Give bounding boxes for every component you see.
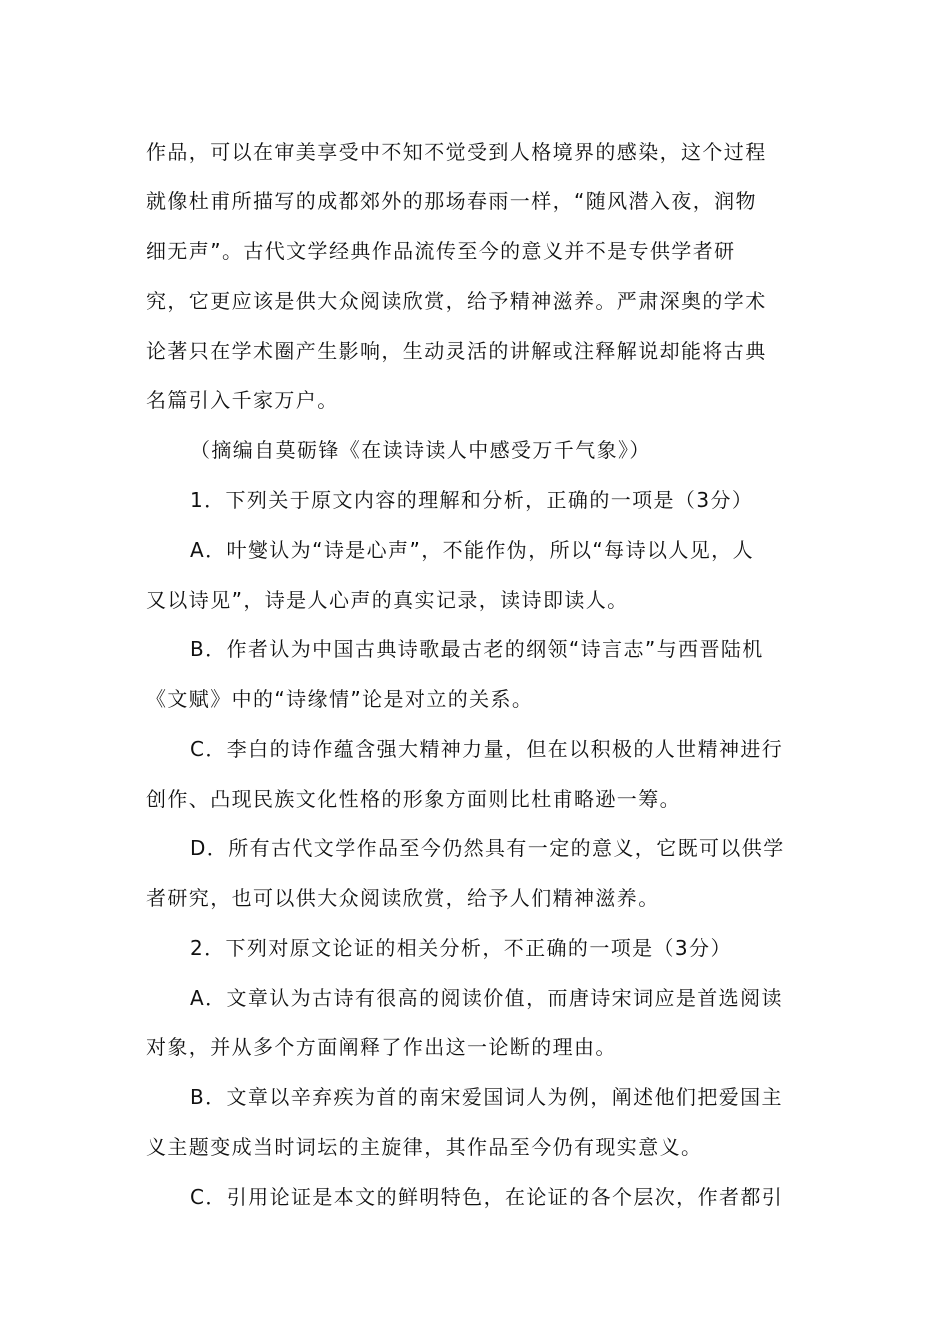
q2-option-a-line-2: 对象，并从多个方面阐释了作出这一论断的理由。 [146,1035,617,1059]
q2-option-c-line-1: C．引用论证是本文的鲜明特色，在论证的各个层次，作者都引 [190,1185,784,1209]
source-citation: （摘编自莫砺锋《在读诗读人中感受万千气象》） [190,438,651,462]
question-2-stem: 2．下列对原文论证的相关分析，不正确的一项是（3分） [190,936,732,960]
text-line-3: 细无声”。古代文学经典作品流传至今的意义并不是专供学者研 [146,239,736,263]
q2-option-b-line-2: 义主题变成当时词坛的主旋律，其作品至今仍有现实意义。 [146,1135,703,1159]
q2-option-b-line-1: B．文章以辛弃疾为首的南宋爱国词人为例，阐述他们把爱国主 [190,1085,783,1109]
text-line-4: 究，它更应该是供大众阅读欣赏，给予精神滋养。严肃深奥的学术 [146,289,767,313]
q1-option-d-line-1: D．所有古代文学作品至今仍然具有一定的意义，它既可以供学 [190,836,785,860]
q1-option-d-line-2: 者研究，也可以供大众阅读欣赏，给予人们精神滋养。 [146,886,660,910]
text-line-1: 作品，可以在审美享受中不知不觉受到人格境界的感染，这个过程 [146,140,767,164]
q1-option-c-line-1: C．李白的诗作蕴含强大精神力量，但在以积极的人世精神进行 [190,737,784,761]
q1-option-b-line-1: B．作者认为中国古典诗歌最古老的纲领“诗言志”与西晋陆机 [190,637,764,661]
text-line-6: 名篇引入千家万户。 [146,388,339,412]
q1-option-b-line-2: 《文赋》中的“诗缘情”论是对立的关系。 [146,687,534,711]
q2-option-a-line-1: A．文章认为古诗有很高的阅读价值，而唐诗宋词应是首选阅读 [190,986,783,1010]
question-1-stem: 1．下列关于原文内容的理解和分析，正确的一项是（3分） [190,488,754,512]
text-line-5: 论著只在学术圈产生影响，生动灵活的讲解或注释解说却能将古典 [146,339,767,363]
q1-option-c-line-2: 创作、凸现民族文化性格的形象方面则比杜甫略逊一筹。 [146,787,681,811]
q1-option-a-line-2: 又以诗见”，诗是人心声的真实记录，读诗即读人。 [146,588,629,612]
q1-option-a-line-1: A．叶燮认为“诗是心声”，不能作伪，所以“每诗以人见，人 [190,538,754,562]
text-line-2: 就像杜甫所描写的成都郊外的那场春雨一样，“随风潜入夜，润物 [146,189,757,213]
